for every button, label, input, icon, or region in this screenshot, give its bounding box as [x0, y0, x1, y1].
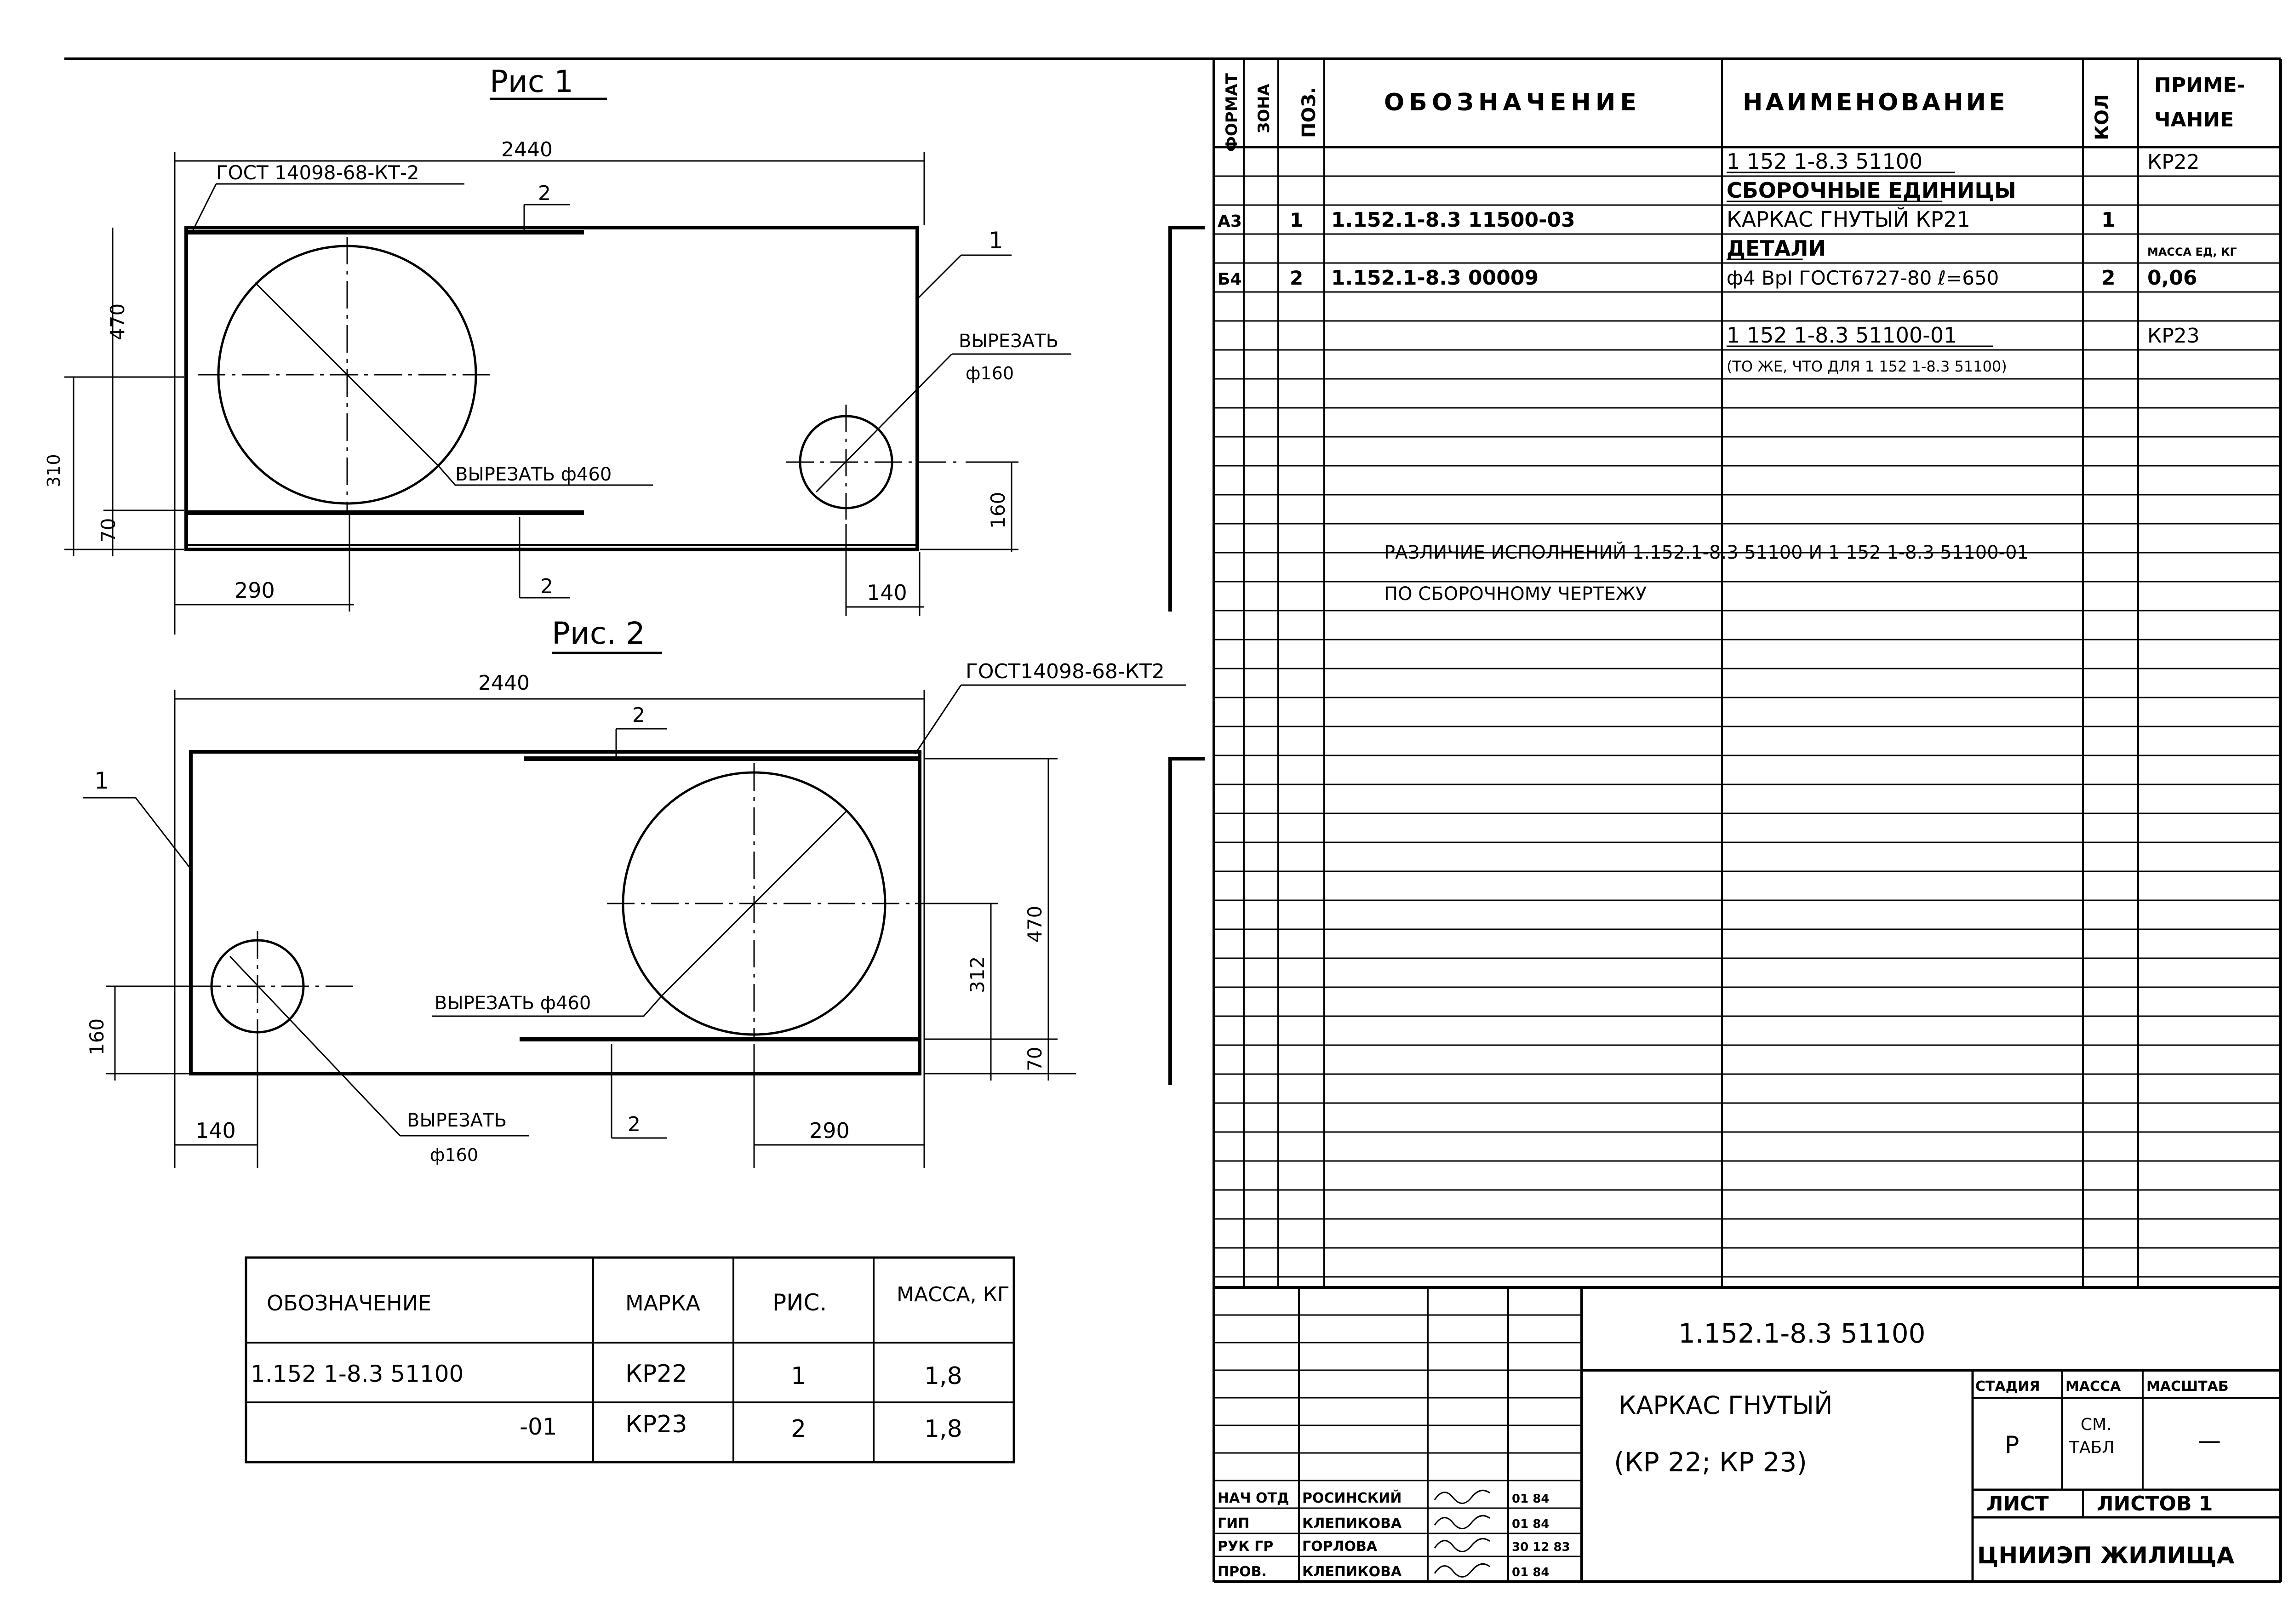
- title-sheet-label: ЛИСТ: [1986, 1492, 2049, 1515]
- fig1-dim-70: 70: [97, 518, 120, 543]
- title-sheets-label: ЛИСТОВ 1: [2097, 1492, 2213, 1515]
- sig-date: 01 84: [1512, 1492, 1550, 1506]
- fig2-dim-470: 470: [1024, 905, 1046, 943]
- spec-header-qty: КОЛ: [2092, 94, 2113, 140]
- spec-cell-designation: 1.152.1-8.3 00009: [1331, 266, 1539, 290]
- bracket-1: [1170, 228, 1205, 612]
- mark-row1-mark: КР22: [625, 1360, 687, 1388]
- title-scale: —: [2198, 1427, 2221, 1454]
- sig-name: РОСИНСКИЙ: [1302, 1490, 1402, 1506]
- fig2-title: Рис. 2: [552, 616, 645, 651]
- fig2-frame: [191, 752, 920, 1074]
- fig1-pos-frame: 1: [989, 227, 1003, 254]
- fig1-frame: [186, 228, 917, 549]
- fig1-dim-140: 140: [867, 580, 907, 605]
- figure-1: [44, 64, 1071, 635]
- spec-cell-name: КАРКАС ГНУТЫЙ КР21: [1727, 207, 1971, 232]
- spec-row: [1727, 236, 2237, 261]
- sig-role: РУК ГР: [1218, 1538, 1274, 1555]
- fig1-cut-large: ВЫРЕЗАТЬ ф460: [455, 464, 612, 485]
- fig2-cut-small-2: ф160: [430, 1145, 479, 1165]
- mark-header-mark: МАРКА: [625, 1291, 701, 1315]
- title-mass-2: ТАБЛ: [2069, 1438, 2115, 1457]
- fig2-dim-312: 312: [966, 956, 989, 993]
- signature-mark: [1435, 1538, 1490, 1551]
- fig1-dim-160: 160: [987, 492, 1009, 529]
- fig2-pos-bar-bottom: 2: [628, 1113, 641, 1136]
- fig1-cut-small-1: ВЫРЕЗАТЬ: [959, 331, 1059, 352]
- spec-row: [1218, 266, 2197, 290]
- mark-table: [246, 1258, 1014, 1462]
- spec-header-designation: ОБОЗНАЧЕНИЕ: [1384, 89, 1641, 116]
- spec-cell-note: 0,06: [2147, 266, 2197, 290]
- spec-row: [1727, 149, 2200, 174]
- fig2-dim-290: 290: [809, 1118, 850, 1143]
- spec-cell-name: ф4 ВрI ГОСТ6727-80 ℓ=650: [1727, 267, 1999, 289]
- spec-remark-2: ПО СБОРОЧНОМУ ЧЕРТЕЖУ: [1384, 583, 1647, 605]
- spec-row: [1727, 178, 2016, 203]
- title-stage: Р: [2005, 1431, 2019, 1459]
- fig1-pos-bar-top: 2: [538, 182, 551, 205]
- fig2-dim-160: 160: [86, 1018, 108, 1055]
- spec-cell-format: А3: [1218, 212, 1242, 231]
- fig2-gost-label: ГОСТ14098-68-КТ2: [966, 660, 1165, 683]
- mark-row2-fig: 2: [791, 1415, 807, 1443]
- fig2-dim-70: 70: [1024, 1046, 1046, 1071]
- spec-cell-note: КР22: [2147, 150, 2200, 174]
- title-organization: ЦНИИЭП ЖИЛИЩА: [1977, 1542, 2235, 1569]
- spec-header-format: ФОРМАТ: [1223, 73, 1241, 152]
- fig2-dim-total: 2440: [478, 671, 530, 695]
- title-mass-1: СМ.: [2081, 1415, 2112, 1434]
- fig1-gost-label: ГОСТ 14098-68-КТ-2: [216, 161, 419, 184]
- fig2-pos-bar-top: 2: [632, 703, 645, 727]
- mark-row1-designation: 1.152 1-8.3 51100: [251, 1361, 464, 1387]
- specification-table: [1170, 59, 2281, 1582]
- sig-role: ПРОВ.: [1218, 1564, 1267, 1580]
- fig2-pos-frame: 1: [94, 767, 109, 794]
- spec-header-pos: ПОЗ.: [1298, 86, 1320, 138]
- spec-cell-designation: 1.152.1-8.3 11500-03: [1331, 208, 1575, 232]
- spec-rows: [1218, 149, 2237, 375]
- spec-row: [1727, 323, 2200, 348]
- mark-row1-mass: 1,8: [924, 1362, 962, 1390]
- sig-date: 01 84: [1512, 1566, 1550, 1579]
- spec-remark-1: РАЗЛИЧИЕ ИСПОЛНЕНИЙ 1.152.1-8.3 51100 И 1 152 1-8.3 51100-01: [1384, 542, 2029, 563]
- sig-name: КЛЕПИКОВА: [1302, 1515, 1402, 1532]
- spec-cell-format: Б4: [1218, 270, 1242, 289]
- fig2-cut-large: ВЫРЕЗАТЬ ф460: [435, 993, 591, 1014]
- signature-mark: [1435, 1490, 1490, 1503]
- fig1-pos-bar-bottom: 2: [540, 575, 553, 598]
- signature-grid: [1214, 1287, 1582, 1582]
- spec-cell-note: КР23: [2147, 324, 2200, 348]
- spec-cell-name: ДЕТАЛИ: [1727, 236, 1826, 261]
- spec-cell-name: 1 152 1-8.3 51100-01: [1727, 323, 1957, 348]
- spec-cell-name: (ТО ЖЕ, ЧТО ДЛЯ 1 152 1-8.3 51100): [1727, 358, 2007, 375]
- mark-row2-mass: 1,8: [924, 1415, 962, 1443]
- title-scale-label: МАСШТАБ: [2146, 1378, 2229, 1395]
- spec-cell-pos: 2: [1290, 267, 1304, 289]
- bracket-2: [1170, 759, 1205, 1085]
- mark-header-mass: МАССА, КГ: [897, 1283, 1010, 1306]
- sig-name: ГОРЛОВА: [1302, 1538, 1378, 1555]
- title-product-name-2: (КР 22; КР 23): [1614, 1447, 1808, 1478]
- fig1-dim-310: 310: [44, 454, 64, 487]
- title-stage-label: СТАДИЯ: [1975, 1378, 2040, 1395]
- sig-role: НАЧ ОТД: [1218, 1490, 1289, 1506]
- title-doc-code: 1.152.1-8.3 51100: [1678, 1318, 1926, 1349]
- fig1-dim-470: 470: [106, 303, 129, 340]
- sig-date: 30 12 83: [1512, 1540, 1570, 1554]
- sig-date: 01 84: [1512, 1517, 1550, 1531]
- fig2-dim-140: 140: [195, 1118, 236, 1143]
- spec-header-name: НАИМЕНОВАНИЕ: [1743, 89, 2008, 116]
- mark-row2-designation: -01: [520, 1413, 557, 1440]
- spec-cell-note: МАССА ЕД, КГ: [2147, 246, 2237, 258]
- fig1-dim-total: 2440: [501, 138, 553, 161]
- mark-header-designation: ОБОЗНАЧЕНИЕ: [267, 1291, 432, 1315]
- spec-cell-name: 1 152 1-8.3 51100: [1727, 149, 1923, 174]
- spec-cell-qty: 2: [2101, 266, 2116, 290]
- signature-mark: [1435, 1564, 1490, 1577]
- fig1-title: Рис 1: [490, 64, 573, 99]
- spec-header-zone: ЗОНА: [1255, 84, 1273, 133]
- figure-2: [83, 616, 1186, 1168]
- spec-cell-pos: 1: [1290, 209, 1304, 231]
- spec-header-note-2: ЧАНИЕ: [2154, 108, 2234, 132]
- spec-row: [1727, 358, 2007, 375]
- fig1-cut-small-2: ф160: [966, 363, 1014, 383]
- spec-cell-qty: 1: [2101, 208, 2116, 232]
- sig-role: ГИП: [1218, 1515, 1250, 1532]
- title-mass-label: МАССА: [2065, 1378, 2121, 1395]
- spec-row: [1218, 207, 2116, 232]
- mark-row2-mark: КР23: [625, 1411, 687, 1438]
- fig1-dim-290: 290: [235, 578, 275, 603]
- mark-row1-fig: 1: [791, 1362, 807, 1390]
- spec-cell-name: СБОРОЧНЫЕ ЕДИНИЦЫ: [1727, 178, 2016, 203]
- fig2-cut-small-1: ВЫРЕЗАТЬ: [407, 1110, 507, 1131]
- title-block: [1214, 1287, 2281, 1582]
- sig-name: КЛЕПИКОВА: [1302, 1564, 1402, 1580]
- title-product-name-1: КАРКАС ГНУТЫЙ: [1619, 1391, 1833, 1420]
- mark-header-fig: РИС.: [772, 1289, 827, 1316]
- spec-header-note-1: ПРИМЕ-: [2154, 74, 2245, 97]
- signature-mark: [1435, 1515, 1490, 1528]
